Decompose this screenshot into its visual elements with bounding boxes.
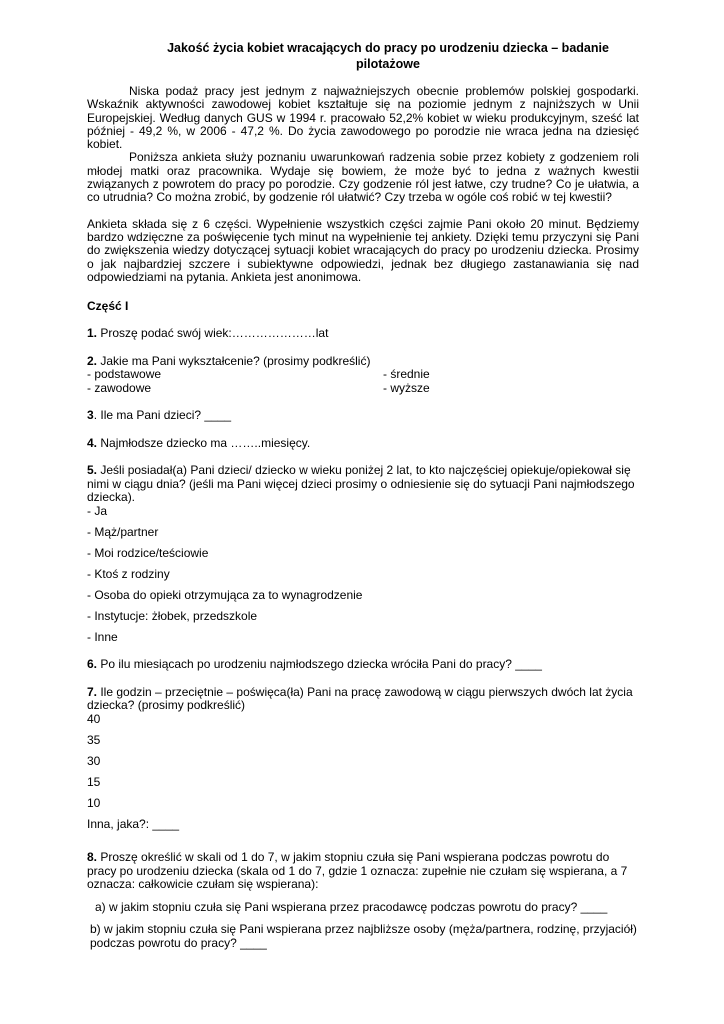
option-wyzsze[interactable]: - wyższe xyxy=(383,380,430,395)
question-8a: a) w jakim stopniu czuła się Pani wspierana przez pracodawcę podczas powrotu do pracy? ____ xyxy=(95,899,608,914)
option-15[interactable]: 15 xyxy=(87,774,101,789)
question-text: Proszę podać swój wiek:…………………lat xyxy=(97,326,329,341)
document-title: Jakość życia kobiet wracających do pracy po urodzeniu dziecka – badanie pilotażowe xyxy=(167,41,609,71)
question-1 xyxy=(87,327,639,341)
question-8b: b) w jakim stopniu czuła się Pani wspierana przez najbliższe osoby (męża/partnera, rodzinę, przyjaciół) podczas powrotu do pracy? ____ xyxy=(90,922,637,950)
option-zawodowe[interactable]: - zawodowe xyxy=(87,380,152,395)
question-text: Po ilu miesiącach po urodzeniu najmłodszego dziecka wróciła Pani do pracy? ____ xyxy=(97,657,542,672)
option-opiekunka[interactable]: - Osoba do opieki otrzymująca za to wynagrodzenie xyxy=(87,587,363,602)
option-10[interactable]: 10 xyxy=(87,795,101,810)
document-page xyxy=(87,40,639,950)
option-podstawowe[interactable]: - podstawowe xyxy=(87,367,162,382)
question-6 xyxy=(87,658,639,672)
intro-paragraph-2: Poniższa ankieta służy poznaniu uwarunkowań radzenia sobie przez kobiety z godzeniem roli młodej matki oraz pracownika. Wydaje się bowiem, że może być to jedna z ważnych kwestii związanych z powrotem do pracy po porodzie. Czy godzenie ról jest łatwe, czy trudne? Co je ułatwia, a co utrudnia? Co można zrobić, by godzenie ról ułatwić? Czy trzeba w ogóle coś robić w tej kwestii? xyxy=(87,150,639,205)
intro-paragraph-1: Niska podaż pracy jest jednym z najważniejszych obecnie problemów polskiej gospodarki. Wskaźnik aktywności zawodowej kobiet kształtuje się na poziomie jednym z najniższych w Unii Europejskiej. Według danych GUS w 1994 r. pracowało 52,2% kobiet w wieku produkcyjnym, sześć lat później - 49,2 %, w 2006 - 47,2 %. Do życia zawodowego po porodzie nie wraca jedna na dziesięć kobiet. xyxy=(87,84,639,152)
option-inne[interactable]: - Inne xyxy=(87,629,118,644)
question-number: 3 xyxy=(87,408,94,423)
option-40[interactable]: 40 xyxy=(87,711,101,726)
question-text: Jeśli posiadał(a) Pani dzieci/ dziecko w wieku poniżej 2 lat, to kto najczęściej opiekuje/opiekował się nimi w ciągu dnia? (jeśli ma Pani więcej dzieci prosimy o odniesienie się do sytuacji Pani najmłodszego dziecka). xyxy=(87,463,635,505)
question-number: 1. xyxy=(87,326,98,341)
question-number: 7. xyxy=(87,684,98,699)
option-inna[interactable]: Inna, jaka?: ____ xyxy=(87,816,180,831)
option-ja[interactable]: - Ja xyxy=(87,503,108,518)
option-instytucje[interactable]: - Instytucje: żłobek, przedszkole xyxy=(87,608,258,623)
question-8 xyxy=(87,851,639,950)
intro-paragraph-3: Ankieta składa się z 6 części. Wypełnienie wszystkich części zajmie Pani około 20 minut. Będziemy bardzo wdzięczne za poświęcenie tych minut na wypełnienie tej ankiety. Dzięki temu przyczyni się Pani do zwiększenia wiedzy dotyczącej sytuacji kobiet wracających do pracy po urodzeniu dziecka. Prosimy o jak najbardziej szczere i subiektywne odpowiedzi, jednak bez długiego zastanawiania się nad odpowiedziami na pytania. Ankieta jest anonimowa. xyxy=(87,216,639,284)
question-number: 8. xyxy=(87,850,98,865)
question-number: 5. xyxy=(87,463,98,478)
question-7 xyxy=(87,686,639,832)
question-text: . Ile ma Pani dzieci? ____ xyxy=(93,408,232,423)
option-35[interactable]: 35 xyxy=(87,732,101,747)
question-number: 2. xyxy=(87,353,98,368)
question-4 xyxy=(87,437,639,451)
question-number: 4. xyxy=(87,435,98,450)
option-maz-partner[interactable]: - Mąż/partner xyxy=(87,524,159,539)
option-ktos-z-rodziny[interactable]: - Ktoś z rodziny xyxy=(87,566,170,581)
option-srednie[interactable]: - średnie xyxy=(383,367,430,382)
option-rodzice[interactable]: - Moi rodzice/teściowie xyxy=(87,545,209,560)
question-5 xyxy=(87,464,639,644)
question-text: Ile godzin – przeciętnie – poświęca(ła) Pani na pracę zawodową w ciągu pierwszych dwóch lat życia dziecka? (prosimy podkreślić) xyxy=(87,684,633,713)
question-text: Proszę określić w skali od 1 do 7, w jakim stopniu czuła się Pani wspierana podczas powrotu do pracy po urodzeniu dziecka (skala od 1 do 7, gdzie 1 oznacza: zupełnie nie czułam się wspierana, a 7 oznacza: całkowicie czułam się wspierana): xyxy=(87,850,628,892)
question-number: 6. xyxy=(87,657,98,672)
section-heading: Część I xyxy=(87,299,129,314)
question-text: Najmłodsze dziecko ma ……..miesięcy. xyxy=(97,435,311,450)
question-text: Jakie ma Pani wykształcenie? (prosimy podkreślić) xyxy=(97,353,371,368)
question-2 xyxy=(87,355,639,396)
option-30[interactable]: 30 xyxy=(87,753,101,768)
question-3 xyxy=(87,409,639,423)
